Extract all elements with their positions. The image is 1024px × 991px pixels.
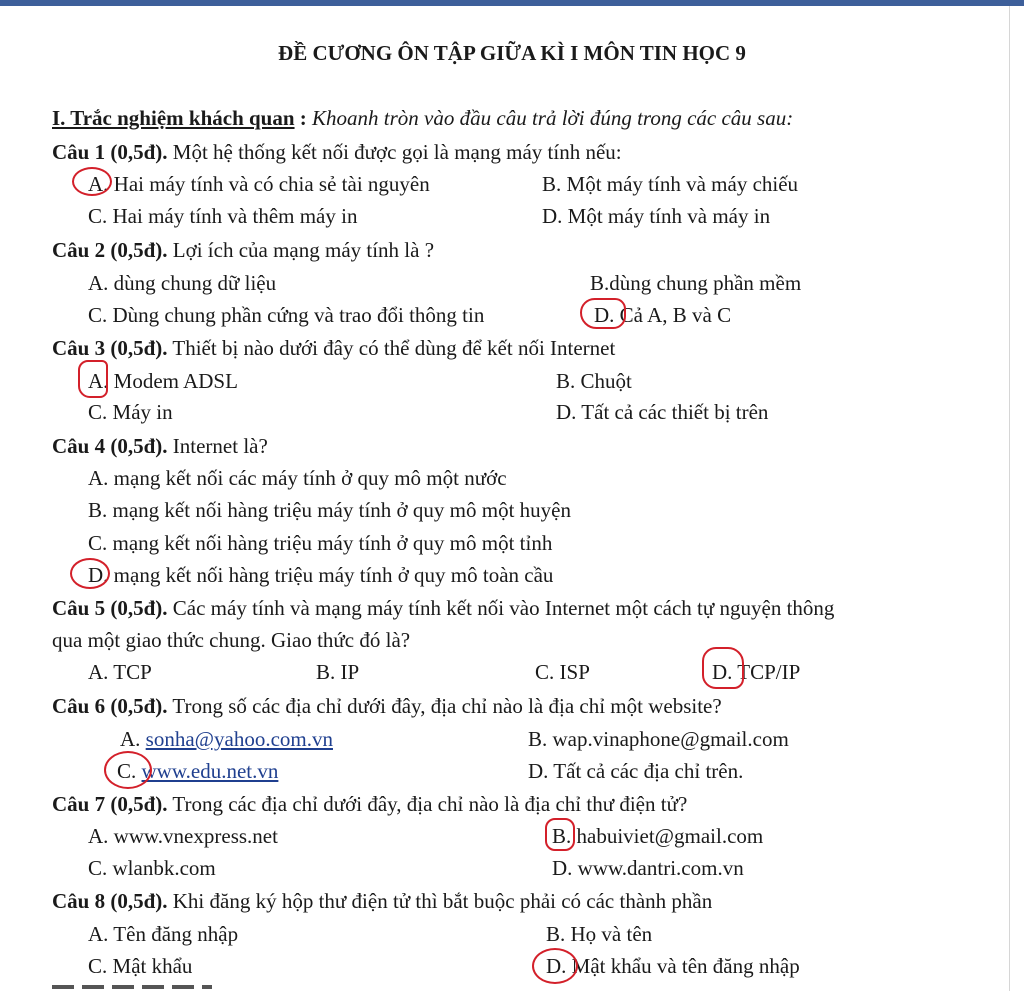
question-label: Câu 2 (0,5đ).: [52, 238, 168, 262]
option-key: D.: [556, 400, 577, 424]
q6-option-d[interactable]: [528, 758, 743, 784]
option-text: Một máy tính và máy chiếu: [561, 172, 799, 196]
q4-option-b[interactable]: [88, 497, 571, 523]
option-text: Họ và tên: [565, 922, 653, 946]
question-7: [52, 791, 687, 817]
option-text: Chuột: [575, 369, 632, 393]
option-text: Mật khẩu và tên đăng nhập: [566, 954, 800, 978]
question-label: Câu 1 (0,5đ).: [52, 140, 168, 164]
option-text: Máy in: [107, 400, 173, 424]
question-8: [52, 888, 712, 914]
question-3: [52, 335, 615, 361]
option-key: D.: [594, 303, 615, 327]
q4-option-a[interactable]: [88, 465, 507, 491]
option-text: Hai máy tính và thêm máy in: [107, 204, 358, 228]
option-key: B.: [316, 660, 336, 684]
option-text: mạng kết nối hàng triệu máy tính ở quy mô một tỉnh: [107, 531, 553, 555]
q3-option-d[interactable]: [556, 399, 768, 425]
option-key: D.: [712, 660, 733, 684]
option-text: IP: [335, 660, 360, 684]
q2-option-a[interactable]: [88, 270, 276, 296]
question-5-line-2: qua một giao thức chung. Giao thức đó là?: [52, 628, 411, 652]
option-key: A.: [88, 172, 109, 196]
option-key: D.: [546, 954, 567, 978]
q8-option-a[interactable]: [88, 921, 238, 947]
question-5: [52, 595, 834, 621]
question-4: [52, 433, 268, 459]
q3-option-b[interactable]: [556, 368, 632, 394]
option-key: A.: [88, 660, 109, 684]
option-key: B.: [546, 922, 566, 946]
answer-circle-q3: [78, 360, 108, 398]
option-key: C.: [88, 954, 108, 978]
q1-option-b[interactable]: [542, 171, 798, 197]
cut-off-next-line: [52, 985, 212, 989]
option-key: B.: [590, 271, 610, 295]
q1-option-a[interactable]: [88, 171, 430, 197]
question-6: [52, 693, 722, 719]
question-text: Trong số các địa chỉ dưới đây, địa chỉ nào là địa chỉ một website?: [167, 694, 722, 718]
option-text: Tên đăng nhập: [108, 922, 239, 946]
answer-circle-q1: [72, 167, 112, 196]
option-key: A.: [88, 369, 109, 393]
option-text: habuiviet@gmail.com: [571, 824, 764, 848]
option-key: A.: [88, 922, 109, 946]
q1-option-c[interactable]: [88, 203, 357, 229]
q2-option-c[interactable]: [88, 302, 484, 328]
q3-option-c[interactable]: [88, 399, 173, 425]
question-text: Thiết bị nào dưới đây có thể dùng để kết nối Internet: [167, 336, 616, 360]
question-1: [52, 139, 622, 165]
q4-option-d[interactable]: [88, 562, 553, 588]
option-key: D.: [542, 204, 563, 228]
option-key: D.: [552, 856, 573, 880]
section-heading-line: [52, 105, 793, 131]
option-text: wlanbk.com: [107, 856, 216, 880]
question-label: Câu 3 (0,5đ).: [52, 336, 168, 360]
q6-option-b[interactable]: [528, 726, 789, 752]
option-key: C.: [88, 303, 108, 327]
q7-option-a[interactable]: [88, 823, 278, 849]
q7-option-b[interactable]: [552, 823, 763, 849]
option-key: C.: [88, 856, 108, 880]
question-text: Lợi ích của mạng máy tính là ?: [167, 238, 435, 262]
answer-circle-q8: [532, 948, 578, 984]
q8-option-b[interactable]: [546, 921, 652, 947]
answer-circle-q5: [702, 647, 744, 689]
option-key: A.: [120, 727, 141, 751]
option-text: Mật khẩu: [107, 954, 193, 978]
window-top-bar: [0, 0, 1024, 6]
option-text: dùng chung dữ liệu: [108, 271, 277, 295]
option-key: A.: [88, 271, 109, 295]
option-key: D.: [88, 563, 109, 587]
option-text: Tất cả các thiết bị trên: [576, 400, 769, 424]
option-text: TCP: [108, 660, 152, 684]
option-text: wap.vinaphone@gmail.com: [547, 727, 789, 751]
q7-option-c[interactable]: [88, 855, 216, 881]
document-title: ĐỀ CƯƠNG ÔN TẬP GIỮA KÌ I MÔN TIN HỌC 9: [278, 41, 746, 65]
question-text: Một hệ thống kết nối được gọi là mạng máy tính nếu:: [167, 140, 622, 164]
section-separator: :: [294, 106, 313, 130]
option-key: B.: [88, 498, 108, 522]
question-text: Trong các địa chỉ dưới đây, địa chỉ nào là địa chỉ thư điện tử?: [167, 792, 688, 816]
website-link[interactable]: www.edu.net.vn: [141, 759, 279, 783]
option-text: www.vnexpress.net: [108, 824, 278, 848]
option-text: Tất cả các địa chỉ trên.: [548, 759, 744, 783]
option-text: Một máy tính và máy in: [562, 204, 771, 228]
question-text: Internet là?: [167, 434, 268, 458]
q4-option-c[interactable]: [88, 530, 552, 556]
option-text: mạng kết nối hàng triệu máy tính ở quy mô toàn cầu: [108, 563, 554, 587]
option-key: C.: [88, 531, 108, 555]
q5-option-b[interactable]: [316, 659, 359, 685]
option-text: Dùng chung phần cứng và trao đổi thông tin: [107, 303, 485, 327]
question-text: Khi đăng ký hộp thư điện tử thì bắt buộc phải có các thành phần: [167, 889, 713, 913]
option-text: Modem ADSL: [108, 369, 238, 393]
option-text: mạng kết nối các máy tính ở quy mô một nước: [108, 466, 507, 490]
question-2: [52, 237, 434, 263]
question-label: Câu 4 (0,5đ).: [52, 434, 168, 458]
answer-circle-q2: [580, 298, 626, 329]
option-text: Hai máy tính và có chia sẻ tài nguyên: [108, 172, 430, 196]
q6-option-a[interactable]: [120, 726, 333, 752]
section-heading: I. Trắc nghiệm khách quan: [52, 106, 295, 130]
q2-option-b[interactable]: [590, 270, 801, 296]
option-text: TCP/IP: [732, 660, 801, 684]
q3-option-a[interactable]: [88, 368, 238, 394]
option-key: A.: [88, 824, 109, 848]
q5-option-a[interactable]: [88, 659, 152, 685]
option-text: Cả A, B và C: [614, 303, 732, 327]
option-text: dùng chung phần mềm: [609, 271, 802, 295]
option-key: B.: [528, 727, 548, 751]
option-key: A.: [88, 466, 109, 490]
answer-circle-q6: [104, 751, 152, 789]
answer-circle-q7: [545, 818, 575, 851]
option-key: B.: [552, 824, 572, 848]
question-label: Câu 7 (0,5đ).: [52, 792, 168, 816]
section-instruction: Khoanh tròn vào đầu câu trả lời đúng trong các câu sau:: [312, 106, 794, 130]
answer-circle-q4: [70, 558, 110, 589]
option-key: B.: [556, 369, 576, 393]
option-key: B.: [542, 172, 562, 196]
option-text: www.dantri.com.vn: [572, 856, 744, 880]
option-key: C.: [88, 204, 108, 228]
option-key: C.: [117, 759, 137, 783]
q5-option-c[interactable]: [535, 659, 590, 685]
q1-option-d[interactable]: [542, 203, 770, 229]
q7-option-d[interactable]: [552, 855, 744, 881]
email-link[interactable]: sonha@yahoo.com.vn: [145, 727, 333, 751]
question-label: Câu 5 (0,5đ).: [52, 596, 168, 620]
option-text: ISP: [554, 660, 590, 684]
question-text: Các máy tính và mạng máy tính kết nối vào Internet một cách tự nguyện thông: [167, 596, 835, 620]
question-label: Câu 6 (0,5đ).: [52, 694, 168, 718]
q8-option-c[interactable]: [88, 953, 192, 979]
option-key: C.: [535, 660, 555, 684]
page-right-edge: [1009, 6, 1010, 991]
q8-option-d[interactable]: [546, 953, 800, 979]
option-key: D.: [528, 759, 549, 783]
option-text: mạng kết nối hàng triệu máy tính ở quy mô một huyện: [107, 498, 571, 522]
question-label: Câu 8 (0,5đ).: [52, 889, 168, 913]
option-key: C.: [88, 400, 108, 424]
